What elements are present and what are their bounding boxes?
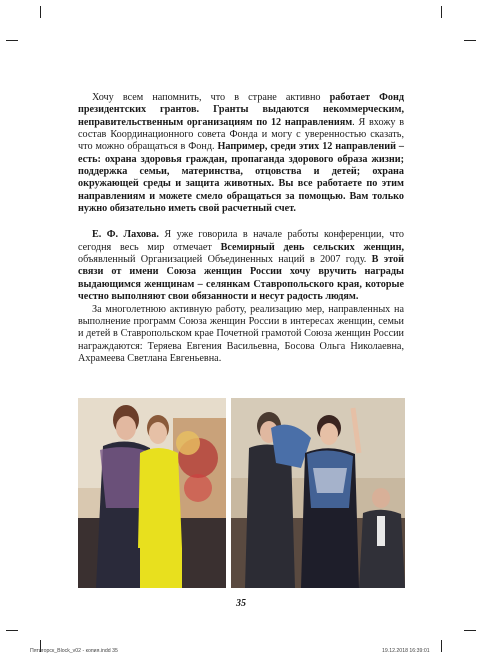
- paragraph-awards: За многолетнюю активную работу, реализацию мер, направленных на выполнение программ Союза женщин России в интересах женщин, семьи и детей в Ставропольском крае Почетной грамотой Союза женщин России награждаются: Теряева Евгения Васильевна, Босова Ольга Николаевна, Ахрамеева Светлана Евгеньевна.: [78, 303, 404, 364]
- speaker-name: Е. Ф. Лахова.: [92, 229, 159, 241]
- photo-award-left: [78, 398, 226, 588]
- crop-mark: [40, 6, 41, 18]
- page-number: 35: [236, 598, 246, 609]
- paragraph-lakhova: Е. Ф. Лахова. Я уже говорила в начале работы конференции, что сегодня весь мир отмечает Всемирный день сельских женщин, объявленный Организацией Объединенных наций в 2007 году. В этой связи от имени Союза женщин России хочу вручить награды выдающимся женщинам – селянкам Ставропольского края, которые честно выполняют свои обязанности и несут радость людям.: [78, 229, 405, 303]
- crop-mark: [441, 6, 442, 18]
- slug-filename: Пятигорск_Block_v02 - копия.indd 35: [30, 648, 118, 654]
- crop-mark: [6, 40, 18, 41]
- photo-award-right: [231, 398, 405, 588]
- crop-mark: [464, 630, 476, 631]
- paragraph-grants: Хочу всем напомнить, что в стране активно работает Фонд президентских грантов. Гранты выдаются некоммерческим, неправительственным организациям по 12 направлениям. Я вхожу в состав Координационного совета Фонда и могу с уверенностью сказать, что можно обращаться в Фонд. Например, среди этих 12 направлений – есть: охрана здоровья граждан, пропаганда здорового образа жизни; поддержка семьи, материнства, отцовства и детей; охрана окружающей среды и защита животных. Вы все работаете по этим направлениям и можете смело обращаться за помощью. Вам только нужно обязательно иметь свой расчетный счет.: [78, 92, 405, 215]
- crop-mark: [6, 630, 18, 631]
- crop-mark: [441, 640, 442, 652]
- photos: [78, 398, 405, 588]
- crop-mark: [464, 40, 476, 41]
- body-text: [78, 92, 404, 365]
- slug-datetime: 19.12.2018 16:39:01: [382, 648, 430, 654]
